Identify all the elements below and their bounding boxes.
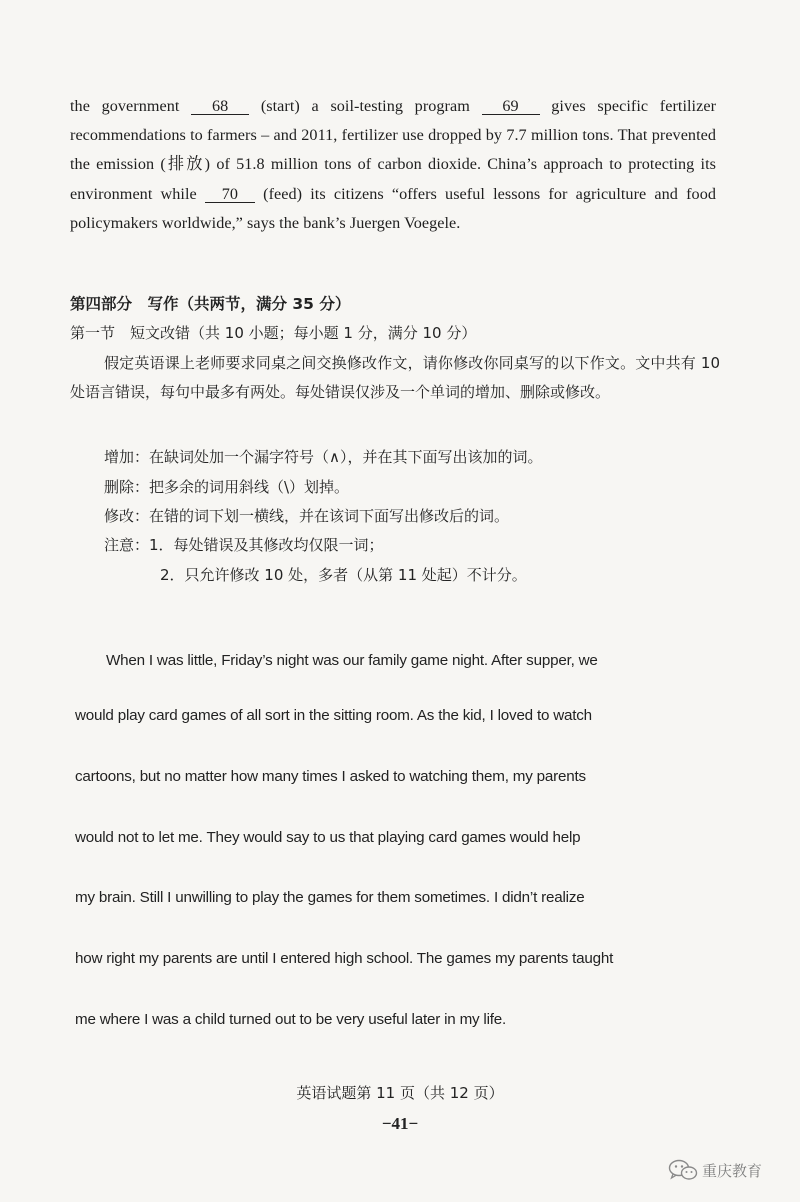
note-2: 2．只允许修改 10 处，多者（从第 11 处起）不计分。 (160, 566, 527, 584)
passage-text-4: (feed) its citizens “offers useful lessons for agriculture and food policymakers worldwide,” says the bank’s Juergen Voegele. (70, 184, 716, 232)
part4-heading: 第四部分 写作（共两节，满分 35 分） (70, 295, 351, 313)
page-number: −41− (381, 1114, 419, 1133)
watermark-text: 重庆教育 (702, 1161, 763, 1180)
blank-68: 68 (191, 98, 249, 115)
section1-title: 第一节 短文改错（共 10 小题；每小题 1 分，满分 10 分） (70, 324, 477, 342)
instruction-paragraph: 假定英语课上老师要求同桌之间交换修改作文，请你修改你同桌写的以下作文。文中共有 10 处语言错误，每句中最多有两处。每处错误仅涉及一个单词的增加、删除或修改。 (70, 354, 720, 401)
passage-text-3: gives specific fertilizer recommendations to farmers – and 2011, fertilizer use dropped by 7.7 million tons. That prevented the emission (排放) of 51.8 million tons of carbon dioxide. China’s approach to protecting its environment while (70, 97, 717, 203)
rule-add: 增加：在缺词处加一个漏字符号（∧），并在其下面写出该加的词。 (104, 448, 543, 466)
wechat-icon (668, 1159, 698, 1181)
essay-line-7: me where I was a child turned out to be very useful later in my life. (75, 1011, 507, 1028)
essay-line-2: would play card games of all sort in the sitting room. As the kid, I loved to watch (75, 707, 592, 724)
blank-70: 70 (205, 186, 255, 203)
essay-line-6: how right my parents are until I entered high school. The games my parents taught (75, 950, 614, 967)
essay-line-3: cartoons, but no matter how many times I asked to watching them, my parents (75, 768, 586, 785)
passage-text-2: (start) a soil-testing program (260, 97, 482, 115)
essay-line-5: my brain. Still I unwilling to play the games for them sometimes. I didn’t realize (75, 889, 585, 906)
rule-modify: 修改：在错的词下划一横线，并在该词下面写出修改后的词。 (104, 507, 510, 525)
page-label: 英语试题第 11 页（共 12 页） (296, 1084, 504, 1102)
essay-line-4: would not to let me. They would say to us that playing card games would help (75, 829, 581, 846)
watermark (668, 1154, 762, 1186)
passage-text-1: the government (70, 97, 192, 115)
essay-line-1: When I was little, Friday’s night was our family game night. After supper, we (106, 652, 598, 669)
passage-paragraph (70, 92, 716, 238)
note-1: 注意：1．每处错误及其修改均仅限一词； (104, 536, 384, 554)
blank-69: 69 (482, 98, 540, 115)
rule-delete: 删除：把多余的词用斜线（\）划掉。 (104, 478, 350, 496)
